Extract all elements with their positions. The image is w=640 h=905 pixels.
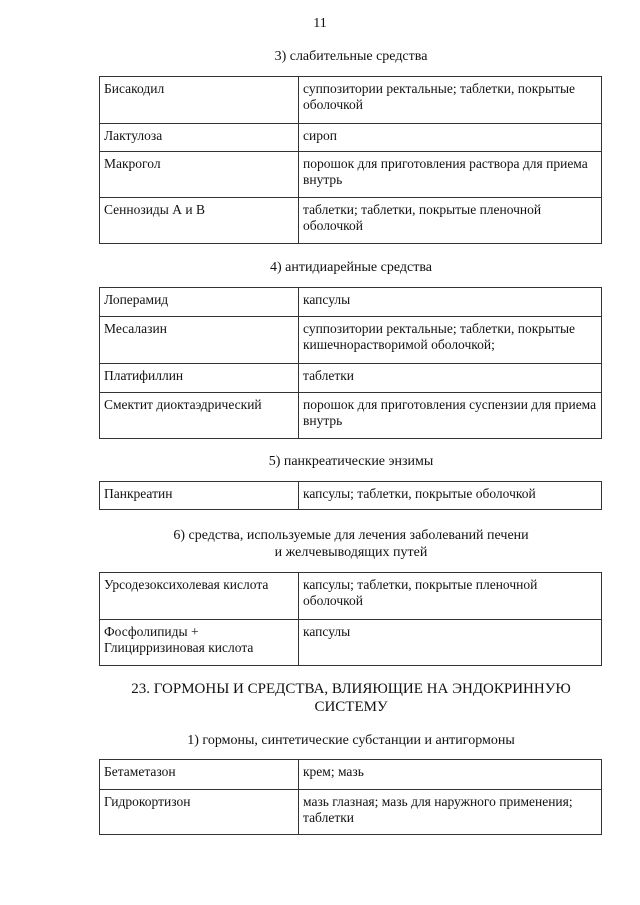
- section-title-antidiarrheal: 4) антидиарейные средства: [270, 260, 432, 275]
- table-row: [100, 364, 602, 393]
- drug-name: Фосфолипиды + Глицирризиновая кислота: [100, 620, 299, 666]
- drug-name: Урсодезоксихолевая кислота: [100, 573, 299, 620]
- table-row: [100, 573, 602, 620]
- section-title-laxatives: 3) слабительные средства: [274, 49, 428, 64]
- drug-form: сироп: [299, 124, 602, 152]
- chapter-heading-line1: 23. ГОРМОНЫ И СРЕДСТВА, ВЛИЯЮЩИЕ НА ЭНДОКРИННУЮ: [131, 681, 571, 697]
- drug-name: Гидрокортизон: [100, 790, 299, 835]
- table-liver: [99, 572, 602, 666]
- drug-name: Месалазин: [100, 317, 299, 364]
- table-row: [100, 198, 602, 244]
- table-row: [100, 288, 602, 317]
- drug-name: Панкреатин: [100, 482, 299, 510]
- drug-form: таблетки: [299, 364, 602, 393]
- table-pancreatic: [99, 481, 602, 510]
- section-title-pancreatic: 5) панкреатические энзимы: [268, 454, 434, 469]
- table-row: [100, 152, 602, 198]
- table-row: [100, 393, 602, 439]
- page-number: 11: [313, 16, 327, 31]
- table-antidiarrheal: [99, 287, 602, 439]
- drug-name: Макрогол: [100, 152, 299, 198]
- table-row: [100, 760, 602, 790]
- drug-form: капсулы: [299, 620, 602, 666]
- table-hormones: [99, 759, 602, 835]
- drug-name: Бисакодил: [100, 77, 299, 124]
- table-row: [100, 77, 602, 124]
- section-title-liver-line2: и желчевыводящих путей: [274, 545, 428, 560]
- section-title-liver-line1: 6) средства, используемые для лечения заболеваний печени: [173, 528, 529, 543]
- drug-form: порошок для приготовления суспензии для приема внутрь: [299, 393, 602, 439]
- drug-name: Сеннозиды А и В: [100, 198, 299, 244]
- chapter-heading: [100, 680, 602, 716]
- section-title-hormones: 1) гормоны, синтетические субстанции и антигормоны: [187, 733, 515, 748]
- drug-name: Платифиллин: [100, 364, 299, 393]
- table-row: [100, 790, 602, 835]
- drug-form: порошок для приготовления раствора для приема внутрь: [299, 152, 602, 198]
- table-row: [100, 317, 602, 364]
- drug-form: суппозитории ректальные; таблетки, покрытые кишечнорастворимой оболочкой;: [299, 317, 602, 364]
- table-row: [100, 620, 602, 666]
- table-row: [100, 124, 602, 152]
- section-title-liver: [100, 527, 602, 561]
- drug-name: Смектит диоктаэдрический: [100, 393, 299, 439]
- drug-form: таблетки; таблетки, покрытые пленочной оболочкой: [299, 198, 602, 244]
- drug-form: капсулы: [299, 288, 602, 317]
- chapter-heading-line2: СИСТЕМУ: [314, 699, 388, 715]
- drug-form: крем; мазь: [299, 760, 602, 790]
- table-row: [100, 482, 602, 510]
- drug-name: Бетаметазон: [100, 760, 299, 790]
- drug-form: капсулы; таблетки, покрытые пленочной оболочкой: [299, 573, 602, 620]
- drug-name: Лактулоза: [100, 124, 299, 152]
- table-laxatives: [99, 76, 602, 244]
- drug-form: суппозитории ректальные; таблетки, покрытые оболочкой: [299, 77, 602, 124]
- drug-name: Лоперамид: [100, 288, 299, 317]
- drug-form: мазь глазная; мазь для наружного применения; таблетки: [299, 790, 602, 835]
- drug-form: капсулы; таблетки, покрытые оболочкой: [299, 482, 602, 510]
